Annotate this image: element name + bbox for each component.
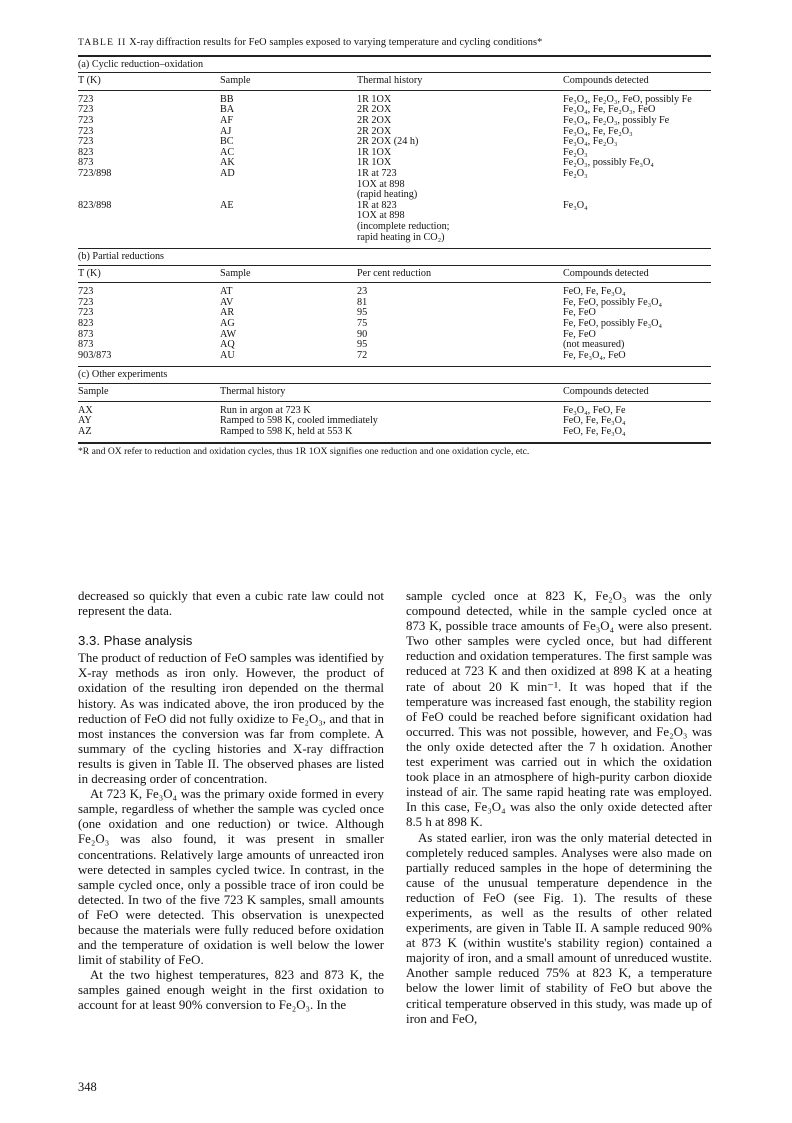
table-cell: AK bbox=[220, 157, 235, 169]
table-cell: AD bbox=[220, 167, 235, 179]
table-row bbox=[78, 137, 711, 148]
table-cell: Fe, FeO bbox=[563, 328, 596, 340]
paragraph: The product of reduction of FeO samples was identified by X-ray methods as iron only. However, the product of oxidation of the resulting iron depended on the thermal history. As was indicated above, the iron produced by the reduction of FeO did not fully oxidize to Fe₂O₃, and that in most instances the conversion was far from complete. A summary of the cycling histories and X-ray diffraction results is given in Table II. The observed phases are listed in decreasing order of concentration. bbox=[78, 651, 384, 787]
table-cell: Fe, Fe₃O₄, FeO bbox=[563, 349, 626, 361]
table-cell: Fe₃O₄, Fe₂O₃, possibly Fe bbox=[563, 114, 670, 126]
table-row bbox=[78, 351, 711, 362]
paragraph: decreased so quickly that even a cubic rate law could not represent the data. bbox=[78, 589, 384, 619]
table-cell: 1R 1OX bbox=[357, 157, 392, 169]
table-cell: Fe, FeO bbox=[563, 307, 596, 319]
table-cell: 903/873 bbox=[78, 349, 112, 361]
table-cell: AF bbox=[220, 114, 234, 126]
paragraph: At the two highest temperatures, 823 and 873 K, the samples gained enough weight in the first oxidation to account for at least 90% conversion to Fe₂O₃. In the bbox=[78, 968, 384, 1013]
table-cell: AX bbox=[78, 404, 93, 416]
section-b-header: T (K) Sample Per cent reduction Compounds detected bbox=[78, 267, 649, 279]
table-cell: 873 bbox=[78, 339, 94, 351]
table-cell: AG bbox=[220, 318, 235, 330]
table-cell: AT bbox=[220, 286, 233, 298]
table-cell: 95 bbox=[357, 307, 368, 319]
paragraph: sample cycled once at 823 K, Fe₂O₃ was the only compound detected, while in the sample cycled once at 873 K, possible trace amounts of Fe₃O₄ were also present. Two other samples were cycled once, but had different reduction and oxidation temperatures. The first sample was reduced at 723 K and then oxidized at 898 K at a heating rate of about 20 K min⁻¹. It was hoped that if the temperature was increased fast enough, the stability region of FeO could be reached before significant oxidation had occurred. This was not possible, however, and Fe₂O₃ was the only oxide detected after the 7 h oxidation. Another test experiment was carried out in which the oxidation took place in an atmosphere of high-purity carbon dioxide instead of air. The same rapid heating rate was employed. In this case, Fe₃O₄ was also the only oxide detected after 8.5 h at 898 K. bbox=[406, 589, 712, 830]
table-cell: FeO, Fe, Fe₃O₄ bbox=[563, 415, 626, 427]
table-cell: 723/898 bbox=[78, 167, 112, 179]
table-cell: (not measured) bbox=[563, 339, 625, 351]
table-cell: 1R 1OX bbox=[357, 93, 392, 105]
table-cell: Run in argon at 723 K bbox=[220, 404, 311, 416]
table-cell: 2R 2OX (24 h) bbox=[357, 136, 419, 148]
section-b-title: (b) Partial reductions bbox=[78, 251, 165, 263]
section-c-title: (c) Other experiments bbox=[78, 369, 168, 381]
section-a-rows bbox=[78, 91, 711, 248]
table-cell: AJ bbox=[220, 125, 232, 137]
table-cell: AW bbox=[220, 328, 237, 340]
table-cell: Ramped to 598 K, cooled immediately bbox=[220, 415, 378, 427]
table-cell: 2R 2OX bbox=[357, 125, 392, 137]
table-cell: AV bbox=[220, 296, 234, 308]
section-b-rows bbox=[78, 283, 711, 366]
table-cell: Ramped to 598 K, held at 553 K bbox=[220, 425, 353, 437]
table-cell: BC bbox=[220, 136, 234, 148]
section-a-header: T (K) Sample Thermal history Compounds detected bbox=[78, 75, 649, 87]
table-cell: 75 bbox=[357, 318, 368, 330]
table-cell: Fe₃O₄, Fe, Fe₂O₃ bbox=[563, 125, 633, 137]
table-cell: Fe₂O₃ bbox=[563, 167, 588, 179]
table-cell: Fe₃O₄, FeO, Fe bbox=[563, 404, 626, 416]
right-column bbox=[406, 589, 712, 1027]
table-row bbox=[78, 116, 711, 127]
table-row bbox=[78, 201, 711, 243]
paragraph: At 723 K, Fe₃O₄ was the primary oxide formed in every sample, regardless of whether the sample was cycled once (one oxidation and one reduction) or twice. Although Fe₂O₃ was also found, it was present in smaller concentrations. Relatively large amounts of unreacted iron were detected in samples cycled twice. In contrast, in the sample cycled once, only a possible trace of iron could be detected. In two of the five 723 K samples, small amounts of FeO were detected. This observation is unexpected because the materials were fully reduced before oxidation and the temperature of oxidation is well below the lower limit of stability of FeO. bbox=[78, 787, 384, 968]
section-c-header: Sample Thermal history Compounds detected bbox=[78, 386, 649, 398]
table-row bbox=[78, 298, 711, 309]
section-heading: 3.3. Phase analysis bbox=[78, 633, 193, 649]
table-row bbox=[78, 169, 711, 201]
table-cell: AY bbox=[78, 415, 92, 427]
table-cell: FeO, Fe, Fe₃O₄ bbox=[563, 286, 626, 298]
table-cell: Fe₂O₃ bbox=[563, 146, 588, 158]
table-footnote: *R and OX refer to reduction and oxidation cycles, thus 1R 1OX signifies one reduction and one oxidation cycle, etc. bbox=[78, 446, 530, 458]
table-cell: Fe₃O₄, Fe, Fe₂O₃, FeO bbox=[563, 104, 656, 116]
table-cell: BA bbox=[220, 104, 235, 116]
table-cell: 723 bbox=[78, 125, 94, 137]
section-c-rows bbox=[78, 402, 711, 443]
table-cell: 823 bbox=[78, 146, 94, 158]
table-cell: Fe, FeO, possibly Fe₃O₄ bbox=[563, 296, 663, 308]
page-number: 348 bbox=[78, 1080, 97, 1094]
table-cell: 72 bbox=[357, 349, 368, 361]
table-cell: AZ bbox=[78, 425, 92, 437]
table-cell: AE bbox=[220, 199, 234, 211]
table-cell: AR bbox=[220, 307, 235, 319]
table-row bbox=[78, 427, 711, 438]
table-cell: 2R 2OX bbox=[357, 114, 392, 126]
paragraph: As stated earlier, iron was the only material detected in completely reduced samples. Analyses were also made on partially reduced samples in the hope of determining the cause of the unusual temperature dependence in the reduction of FeO (see Fig. 1). The results of these experiments, as well as the results of other related experiments, are given in Table II. A sample reduced 90% at 873 K (within wustite's stability region) contained a majority of iron, and a small amount of unreduced wustite. Another sample reduced 75% at 823 K, a temperature below the lower limit of stability of FeO but above the critical temperature observed in this study, was made up of iron and FeO, bbox=[406, 830, 712, 1026]
table-cell: AC bbox=[220, 146, 235, 158]
table-cell: 2R 2OX bbox=[357, 104, 392, 116]
table-cell: 873 bbox=[78, 328, 94, 340]
table-cell: Fe₃O₄ bbox=[563, 199, 588, 211]
table-cell: FeO, Fe, Fe₃O₄ bbox=[563, 425, 626, 437]
table-cell: 723 bbox=[78, 136, 94, 148]
left-column bbox=[78, 589, 384, 1014]
table-cell: BB bbox=[220, 93, 234, 105]
table-cell: Fe₃O₄, Fe₂O₃, FeO, possibly Fe bbox=[563, 93, 692, 105]
table-ii bbox=[78, 38, 711, 458]
table-cell: 23 bbox=[357, 286, 368, 298]
table-cell: Fe₂O₃, possibly Fe₃O₄ bbox=[563, 157, 654, 169]
table-cell: 873 bbox=[78, 157, 94, 169]
table-cell: Fe₃O₄, Fe₂O₃ bbox=[563, 136, 618, 148]
table-cell: 723 bbox=[78, 307, 94, 319]
section-a-title: (a) Cyclic reduction–oxidation bbox=[78, 58, 204, 70]
table-cell: 723 bbox=[78, 104, 94, 116]
table-cell: AU bbox=[220, 349, 235, 361]
table-cell: 723 bbox=[78, 93, 94, 105]
table-cell: 90 bbox=[357, 328, 368, 340]
table-cell: 1R at 723 1OX at 898 (rapid heating) bbox=[357, 167, 418, 201]
table-cell: Fe, FeO, possibly Fe₃O₄ bbox=[563, 318, 663, 330]
table-cell: 723 bbox=[78, 296, 94, 308]
table-cell: 1R at 823 1OX at 898 (incomplete reduction; rapid heating in CO₂) bbox=[357, 199, 450, 243]
table-cell: 823/898 bbox=[78, 199, 112, 211]
table-cell: 723 bbox=[78, 114, 94, 126]
table-cell: 81 bbox=[357, 296, 368, 308]
table-cell: 95 bbox=[357, 339, 368, 351]
table-cell: 823 bbox=[78, 318, 94, 330]
table-row bbox=[78, 319, 711, 330]
table-caption: TABLE II X-ray diffraction results for FeO samples exposed to varying temperature and cycling conditions* bbox=[78, 37, 543, 48]
table-cell: 723 bbox=[78, 286, 94, 298]
table-cell: 1R 1OX bbox=[357, 146, 392, 158]
table-cell: AQ bbox=[220, 339, 235, 351]
